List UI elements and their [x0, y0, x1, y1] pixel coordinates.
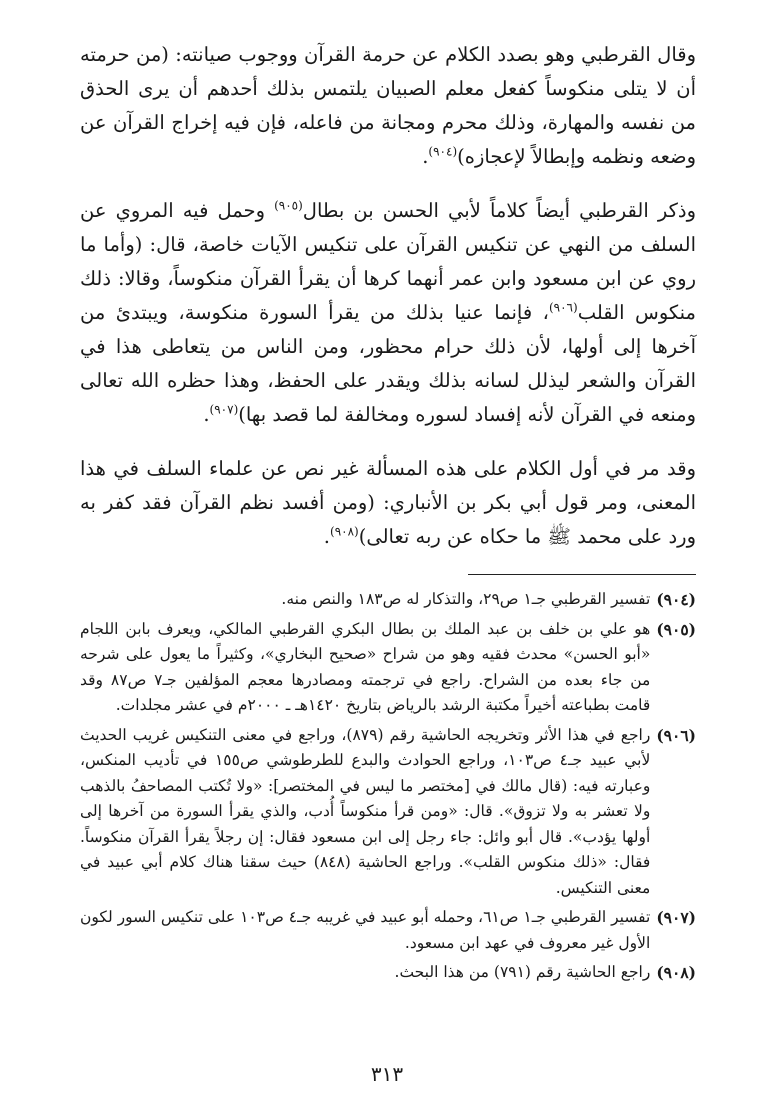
page-content: [80, 38, 696, 990]
paragraph-2-text-c: ، فإنما عنيا بذلك من يقرأ السورة منكوسة، ويبتدئ من آخرها إلى أولها، لأن ذلك حرام محظور، ومن الناس من يتعاطى هذا في القرآن والشعر ليذلل لسانه بذلك ويقدر على الحفظ، وهذا حظره الله تعالى ومنعه في القرآن لأنه إفساد لسوره ومخالفة لما قصد بها): [80, 301, 696, 426]
footnote-text: هو علي بن خلف بن عبد الملك بن بطال البكري القرطبي المالكي، ويعرف بابن اللجام «أبو الحسن» محدث فقيه وهو من شراح «صحيح البخاري»، وكثيراً ما يعول على شرحه من جاء بعده من الشراح. راجع في ترجمته ومصادرها معجم المؤلفين جـ٧ ص٨٧ وقد قامت بطباعته أخيراً مكتبة الرشد بالرياض بتاريخ ١٤٢٠هـ ـ ٢٠٠٠م في عشر مجلدات.: [80, 619, 651, 714]
paragraph-3-text: وقد مر في أول الكلام على هذه المسألة غير نص عن علماء السلف في هذا المعنى، ومر قول أبي بكر بن الأنباري: (ومن أفسد نظم القرآن فقد كفر به ورد على محمد ﷺ ما حكاه عن ربه تعالى): [80, 457, 696, 548]
footnotes: [80, 587, 696, 986]
footnote-ref-908: (٩٠٨): [330, 524, 359, 539]
footnote-ref-907: (٩٠٧): [209, 402, 239, 417]
footnote-separator: [468, 574, 696, 575]
footnote-number: (٩٠٧): [656, 908, 696, 927]
paragraph-2-text-b: وحمل فيه المروي عن السلف من النهي عن تنكيس القرآن على تنكيس الآيات خاصة، قال: (وأما ما روي عن ابن مسعود وابن عمر أنهما كرها أن يقرأ القرآن منكوساً، وقالا: ذلك منكوس القلب: [80, 199, 696, 324]
footnote-text: تفسير القرطبي جـ١ ص٦١، وحمله أبو عبيد في غريبه جـ٤ ص١٠٣ على تنكيس السور لكون الأول غير معروف في عهد ابن مسعود.: [80, 908, 651, 952]
footnote-908: [80, 960, 696, 986]
paragraph-2-text-a: وذكر القرطبي أيضاً كلاماً لأبي الحسن بن بطال: [302, 199, 696, 222]
paragraph-2: [80, 194, 696, 432]
footnote-ref-905: (٩٠٥): [274, 198, 303, 213]
footnote-text: راجع في هذا الأثر وتخريجه الحاشية رقم (٨٧٩)، وراجع في معنى التنكيس غريب الحديث لأبي عبيد جـ٤ ص١٠٣، وراجع الحوادث والبدع للطرطوشي ص١٥٥ في تأديب المنكس، وعبارته فيه: (قال مالك في [مختصر ما ليس في المختصر]: «ولا تُكتب المصاحفُ بالذهب ولا تعشر به ولا تزوق». قال: «ومن قرأ منكوساً أُدب، والذي يقرأ السورة من آخرها إلى أولها يؤدب». قال أبو وائل: جاء رجل إلى ابن مسعود فقال: إن رجلاً يقرأ القرآن منكوساً. فقال: «ذلك منكوس القلب». وراجع الحاشية (٨٤٨) حيث سقنا هناك كلام أبي عبيد في معنى التنكيس.: [80, 725, 651, 897]
footnote-ref-904: (٩٠٤): [428, 144, 458, 159]
footnote-number: (٩٠٥): [656, 619, 696, 639]
footnote-904: [80, 587, 696, 613]
paragraph-3-tail: .: [323, 525, 330, 548]
footnote-ref-906: (٩٠٦): [548, 300, 578, 315]
footnote-905: [80, 617, 696, 719]
footnote-number: (٩٠٦): [656, 725, 696, 745]
paragraph-3: [80, 452, 696, 554]
page-number: ٣١٣: [370, 1062, 404, 1086]
paragraph-1-text: وقال القرطبي وهو بصدد الكلام عن حرمة القرآن ووجوب صيانته: (من حرمته أن لا يتلى منكوساً كفعل معلم الصبيان يلتمس بذلك أحدهم أن يرى الحذق من نفسه والمهارة، وذلك محرم ومجانة من فاعله، فإن فيه إخراج القرآن عن وضعه ونظمه وإبطالاً لإعجازه): [80, 43, 696, 168]
paragraph-2-tail: .: [203, 403, 210, 426]
footnote-text: تفسير القرطبي جـ١ ص٢٩، والتذكار له ص١٨٣ والنص منه.: [281, 590, 651, 608]
footnote-text: راجع الحاشية رقم (٧٩١) من هذا البحث.: [394, 963, 651, 981]
footnote-number: (٩٠٤): [656, 590, 696, 609]
paragraph-1-tail: .: [422, 145, 429, 168]
footnote-906: [80, 723, 696, 902]
footnote-907: [80, 905, 696, 956]
paragraph-1: [80, 38, 696, 174]
footnote-number: (٩٠٨): [656, 963, 696, 982]
